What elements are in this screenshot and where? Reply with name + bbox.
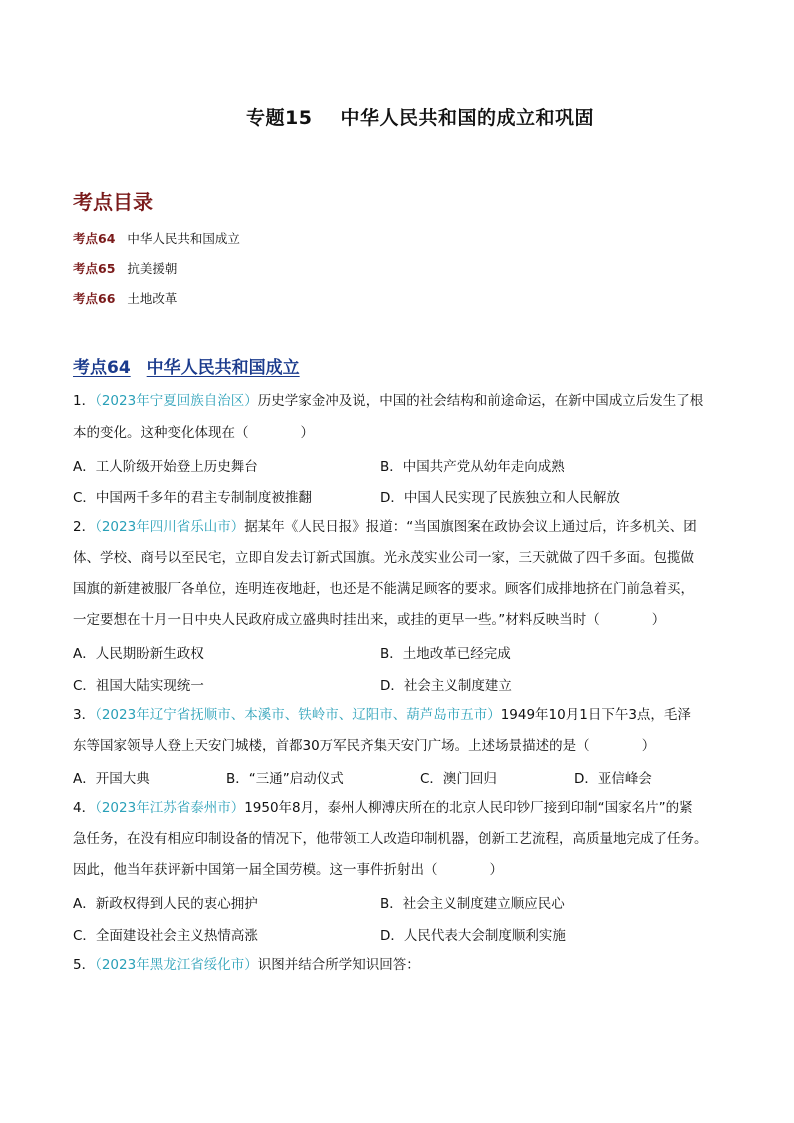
- question-3-text: [73, 705, 733, 725]
- option-b[interactable]: B．“三通”启动仪式: [226, 771, 344, 787]
- question-2-text: [73, 517, 733, 537]
- option-d[interactable]: D．社会主义制度建立: [380, 678, 512, 694]
- toc-item-label: 抗美援朝: [127, 261, 178, 276]
- toc-item-label: 中华人民共和国成立: [127, 231, 240, 246]
- option-a[interactable]: A．新政权得到人民的衷心拥护: [73, 896, 258, 912]
- question-1-text: [73, 391, 733, 411]
- question-1-text-cont: [73, 423, 733, 443]
- option-d[interactable]: D．亚信峰会: [574, 771, 652, 787]
- toc-item[interactable]: [73, 229, 240, 247]
- question-number: 4．: [73, 800, 96, 816]
- option-d[interactable]: D．中国人民实现了民族独立和人民解放: [380, 490, 620, 506]
- question-line: 因此，他当年获评新中国第一届全国劳模。这一事件折射出（: [73, 862, 438, 878]
- question-number: 1．: [73, 393, 96, 409]
- section-label: 中华人民共和国成立: [146, 358, 300, 378]
- question-line: 东等国家领导人登上天安门城楼，首都30万军民齐集天安门广场。上述场景描述的是（: [73, 738, 590, 754]
- option-a[interactable]: A．工人阶级开始登上历史舞台: [73, 459, 258, 475]
- question-line: 一定要想在十月一日中央人民政府成立盛典时挂出来，或挂的更早一些。”材料反映当时（: [73, 612, 600, 628]
- toc-item-number: 考点65: [73, 261, 116, 276]
- answer-bracket: ）: [651, 612, 666, 628]
- question-4-text-cont: 急任务，在没有相应印制设备的情况下，他带领工人改造印制机器，创新工艺流程，高质量地完成了任务。: [73, 831, 708, 847]
- toc-item-label: 土地改革: [127, 291, 178, 306]
- option-c[interactable]: C．祖国大陆实现统一: [73, 678, 204, 694]
- toc-item[interactable]: [73, 289, 177, 307]
- question-source: （2023年宁夏回族自治区）: [95, 393, 258, 409]
- question-source: （2023年辽宁省抚顺市、本溪市、铁岭市、辽阳市、葫芦岛市五市）: [95, 707, 501, 723]
- page-title: [0, 103, 794, 130]
- question-number: 5．: [73, 957, 96, 973]
- toc-heading: 考点目录: [73, 190, 153, 214]
- question-number: 3．: [73, 707, 96, 723]
- question-2-text-cont: 体、学校、商号以至民宅，立即自发去订新式国旗。光永茂实业公司一家，三天就做了四千多面。包揽做: [73, 550, 694, 566]
- question-2-text-cont: 国旗的新建被服厂各单位，连明连夜地赶，也还是不能满足顾客的要求。顾客们成排地挤在门前急着买，: [73, 581, 694, 597]
- section-number: 考点64: [73, 358, 131, 378]
- question-line: 识图并结合所学知识回答：: [257, 957, 420, 973]
- question-source: （2023年黑龙江省绥化市）: [95, 957, 258, 973]
- section-heading: [73, 353, 300, 378]
- question-3-text-cont: [73, 736, 733, 756]
- question-2-text-cont: [73, 610, 733, 630]
- question-5-text: [73, 955, 733, 975]
- question-line: 据某年《人民日报》报道：“当国旗图案在政协会议上通过后，许多机关、团: [244, 519, 697, 535]
- question-4-text-cont: [73, 860, 733, 880]
- option-a[interactable]: A．人民期盼新生政权: [73, 646, 204, 662]
- toc-item-number: 考点64: [73, 231, 116, 246]
- question-line: 1950年8月，泰州人柳溥庆所在的北京人民印钞厂接到印制“国家名片”的紧: [244, 800, 693, 816]
- question-source: （2023年四川省乐山市）: [95, 519, 245, 535]
- question-number: 2．: [73, 519, 96, 535]
- answer-bracket: ）: [300, 425, 314, 441]
- answer-bracket: ）: [641, 738, 656, 754]
- option-a[interactable]: A．开国大典: [73, 771, 150, 787]
- toc-item[interactable]: [73, 259, 177, 277]
- question-4-text: [73, 798, 733, 818]
- title-topic-number: 专题15: [246, 107, 313, 129]
- option-c[interactable]: C．中国两千多年的君主专制制度被推翻: [73, 490, 312, 506]
- option-c[interactable]: C．澳门回归: [420, 771, 497, 787]
- title-topic-name: 中华人民共和国的成立和巩固: [340, 107, 594, 129]
- option-c[interactable]: C．全面建设社会主义热情高涨: [73, 928, 258, 944]
- answer-bracket: ）: [489, 862, 503, 878]
- question-source: （2023年江苏省泰州市）: [95, 800, 245, 816]
- toc-item-number: 考点66: [73, 291, 116, 306]
- option-b[interactable]: B．中国共产党从幼年走向成熟: [380, 459, 565, 475]
- option-b[interactable]: B．社会主义制度建立顺应民心: [380, 896, 565, 912]
- question-line: 本的变化。这种变化体现在（: [73, 425, 249, 441]
- question-line: 1949年10月1日下午3点，毛泽: [500, 707, 691, 723]
- option-d[interactable]: D．人民代表大会制度顺利实施: [380, 928, 566, 944]
- question-line: 历史学家金冲及说，中国的社会结构和前途命运，在新中国成立后发生了根: [257, 393, 704, 409]
- option-b[interactable]: B．土地改革已经完成: [380, 646, 511, 662]
